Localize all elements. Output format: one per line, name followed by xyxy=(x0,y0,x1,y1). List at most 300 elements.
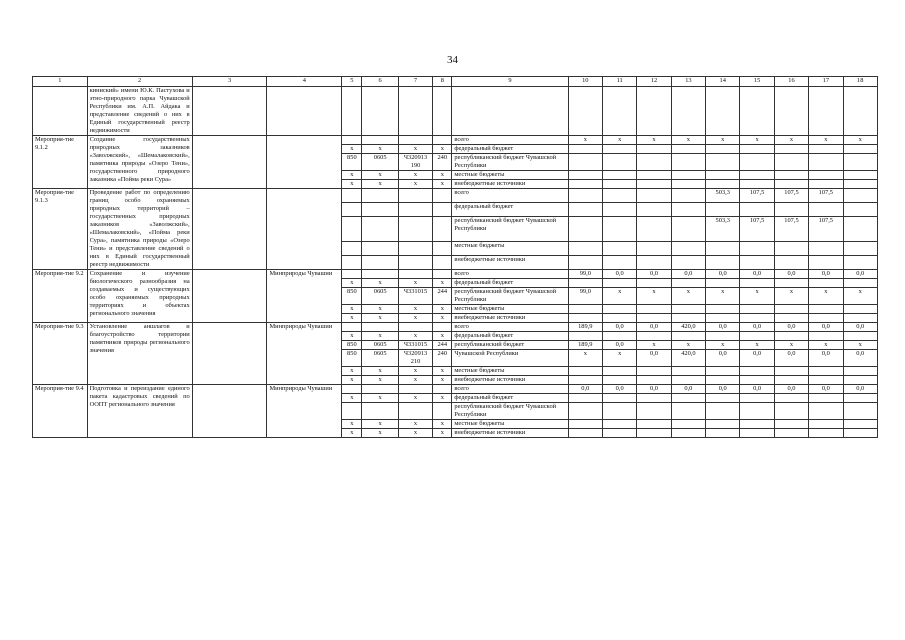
amount-cell xyxy=(740,180,774,189)
amount-cell xyxy=(637,256,671,270)
amount-cell xyxy=(843,403,878,420)
funding-source: местные бюджеты xyxy=(452,420,568,429)
amount-cell xyxy=(568,154,602,171)
amount-cell: 107,5 xyxy=(809,189,843,203)
amount-cell xyxy=(809,376,843,385)
amount-cell: 503,3 xyxy=(706,189,740,203)
amount-cell: x xyxy=(809,288,843,305)
measure-name: Установление аншлагов и благоустройство территории памятников природы регионального значения xyxy=(87,323,192,385)
budget-code: x xyxy=(362,420,398,429)
table-row xyxy=(33,385,878,394)
amount-cell xyxy=(843,180,878,189)
budget-code xyxy=(433,256,452,270)
amount-cell: 503,3 xyxy=(706,216,740,242)
amount-cell xyxy=(740,403,774,420)
amount-cell xyxy=(671,367,705,376)
column-header: 18 xyxy=(843,77,878,87)
budget-code xyxy=(398,216,432,242)
amount-cell xyxy=(671,376,705,385)
funding-source: республиканский бюджет xyxy=(452,341,568,350)
amount-cell xyxy=(637,154,671,171)
budget-code: x xyxy=(398,314,432,323)
amount-cell: x xyxy=(637,288,671,305)
column-header: 8 xyxy=(433,77,452,87)
amount-cell xyxy=(774,394,808,403)
amount-cell xyxy=(568,332,602,341)
amount-cell xyxy=(706,332,740,341)
amount-cell xyxy=(602,332,636,341)
budget-code: Ч320913 210 xyxy=(398,350,432,367)
budget-code: x xyxy=(362,305,398,314)
budget-code: 850 xyxy=(342,341,362,350)
budget-code: 240 xyxy=(433,154,452,171)
empty-cell xyxy=(192,385,267,438)
amount-cell xyxy=(706,171,740,180)
budget-code: x xyxy=(433,367,452,376)
amount-cell xyxy=(671,216,705,242)
funding-source: всего xyxy=(452,136,568,145)
budget-code xyxy=(342,242,362,256)
budget-code xyxy=(398,323,432,332)
budget-code: x xyxy=(433,394,452,403)
amount-cell xyxy=(843,429,878,438)
amount-cell xyxy=(671,394,705,403)
amount-cell: 0,0 xyxy=(809,385,843,394)
amount-cell: 0,0 xyxy=(774,350,808,367)
amount-cell xyxy=(568,403,602,420)
amount-cell: x xyxy=(602,350,636,367)
budget-code xyxy=(362,385,398,394)
budget-code: x xyxy=(398,171,432,180)
amount-cell xyxy=(637,429,671,438)
budget-code xyxy=(433,385,452,394)
budget-code: 850 xyxy=(342,288,362,305)
amount-cell xyxy=(602,216,636,242)
amount-cell xyxy=(774,420,808,429)
amount-cell xyxy=(843,216,878,242)
amount-cell xyxy=(740,305,774,314)
column-header: 2 xyxy=(87,77,192,87)
budget-code: x xyxy=(362,376,398,385)
budget-code: x xyxy=(342,429,362,438)
amount-cell xyxy=(740,314,774,323)
column-header: 4 xyxy=(267,77,342,87)
amount-cell xyxy=(774,314,808,323)
amount-cell xyxy=(637,420,671,429)
amount-cell: 0,0 xyxy=(602,341,636,350)
amount-cell: 0,0 xyxy=(774,270,808,279)
continued-event-name: киниский» имени Ю.К. Пастухова и этно-природного парка Чувашской Республики им. А.П. Айдака и представление сведений о них в Единый государственный реестр недвижимости xyxy=(87,87,192,136)
amount-cell: 0,0 xyxy=(706,385,740,394)
amount-cell xyxy=(637,305,671,314)
budget-code xyxy=(398,189,432,203)
amount-cell: 107,5 xyxy=(740,216,774,242)
amount-cell: x xyxy=(843,341,878,350)
amount-cell xyxy=(740,171,774,180)
funding-source: Чувашской Республики xyxy=(452,350,568,367)
amount-cell xyxy=(740,242,774,256)
budget-code xyxy=(362,323,398,332)
budget-code: 240 xyxy=(433,350,452,367)
amount-cell xyxy=(671,145,705,154)
amount-cell xyxy=(637,367,671,376)
amount-cell: 420,0 xyxy=(671,350,705,367)
amount-cell xyxy=(774,279,808,288)
amount-cell xyxy=(602,189,636,203)
table-row xyxy=(33,323,878,332)
budget-code xyxy=(342,189,362,203)
budget-code: x xyxy=(398,367,432,376)
amount-cell xyxy=(706,429,740,438)
amount-cell xyxy=(740,376,774,385)
budget-code: x xyxy=(342,180,362,189)
amount-cell: 0,0 xyxy=(637,350,671,367)
amount-cell xyxy=(706,305,740,314)
funding-source: республиканский бюджет Чувашской Республики xyxy=(452,216,568,242)
amount-cell xyxy=(637,202,671,216)
budget-code: 244 xyxy=(433,288,452,305)
amount-cell xyxy=(774,171,808,180)
amount-cell xyxy=(740,429,774,438)
amount-cell: x xyxy=(706,288,740,305)
budget-code xyxy=(398,403,432,420)
amount-cell xyxy=(843,145,878,154)
amount-cell xyxy=(568,305,602,314)
amount-cell xyxy=(774,242,808,256)
budget-code: x xyxy=(433,305,452,314)
amount-cell xyxy=(637,242,671,256)
amount-cell: x xyxy=(706,341,740,350)
column-header: 11 xyxy=(602,77,636,87)
amount-cell: 0,0 xyxy=(671,270,705,279)
funding-source: внебюджетные источники xyxy=(452,180,568,189)
amount-cell: x xyxy=(774,136,808,145)
funding-source: всего xyxy=(452,323,568,332)
column-header: 14 xyxy=(706,77,740,87)
amount-cell xyxy=(637,145,671,154)
amount-cell: x xyxy=(843,136,878,145)
amount-cell xyxy=(706,403,740,420)
budget-code: x xyxy=(398,279,432,288)
amount-cell xyxy=(740,256,774,270)
amount-cell xyxy=(568,202,602,216)
amount-cell xyxy=(602,429,636,438)
amount-cell xyxy=(602,171,636,180)
empty-cell xyxy=(192,136,267,189)
amount-cell xyxy=(637,314,671,323)
amount-cell xyxy=(671,171,705,180)
amount-cell xyxy=(843,420,878,429)
budget-code xyxy=(433,136,452,145)
funding-source: федеральный бюджет xyxy=(452,332,568,341)
amount-cell: x xyxy=(740,288,774,305)
budget-code: 0605 xyxy=(362,341,398,350)
budget-code xyxy=(362,216,398,242)
measure-id: Мероприя-тие 9.2 xyxy=(33,270,88,323)
amount-cell xyxy=(602,420,636,429)
funding-source: внебюджетные источники xyxy=(452,429,568,438)
amount-cell xyxy=(774,202,808,216)
amount-cell: 0,0 xyxy=(809,350,843,367)
amount-cell: 99,0 xyxy=(568,270,602,279)
amount-cell xyxy=(637,171,671,180)
column-header: 15 xyxy=(740,77,774,87)
amount-cell xyxy=(809,145,843,154)
amount-cell xyxy=(568,145,602,154)
budget-code: 0605 xyxy=(362,288,398,305)
budget-code: x xyxy=(433,376,452,385)
column-header: 7 xyxy=(398,77,432,87)
funding-source: федеральный бюджет xyxy=(452,394,568,403)
budget-code: x xyxy=(398,420,432,429)
budget-code: x xyxy=(362,279,398,288)
executor: Минприроды Чувашии xyxy=(267,323,342,385)
amount-cell xyxy=(568,216,602,242)
amount-cell: 107,5 xyxy=(809,216,843,242)
budget-code xyxy=(342,270,362,279)
amount-cell: 0,0 xyxy=(843,385,878,394)
amount-cell xyxy=(568,376,602,385)
amount-cell xyxy=(706,394,740,403)
amount-cell xyxy=(809,429,843,438)
amount-cell xyxy=(843,242,878,256)
funding-source: республиканский бюджет Чувашской Республики xyxy=(452,288,568,305)
amount-cell xyxy=(602,394,636,403)
amount-cell: x xyxy=(671,136,705,145)
amount-cell xyxy=(809,256,843,270)
amount-cell: 107,5 xyxy=(774,189,808,203)
amount-cell xyxy=(809,332,843,341)
amount-cell xyxy=(809,394,843,403)
amount-cell xyxy=(602,202,636,216)
funding-source: местные бюджеты xyxy=(452,171,568,180)
budget-code: x xyxy=(362,332,398,341)
budget-code: 850 xyxy=(342,350,362,367)
amount-cell xyxy=(740,332,774,341)
budget-code: x xyxy=(362,429,398,438)
amount-cell: x xyxy=(809,341,843,350)
budget-code xyxy=(398,242,432,256)
budget-code xyxy=(433,189,452,203)
amount-cell xyxy=(740,367,774,376)
budget-code xyxy=(342,202,362,216)
budget-code: x xyxy=(342,394,362,403)
amount-cell: x xyxy=(568,136,602,145)
budget-code xyxy=(362,242,398,256)
measure-id: Мероприя-тие 9.4 xyxy=(33,385,88,438)
table-row xyxy=(33,136,878,145)
amount-cell xyxy=(774,332,808,341)
amount-cell xyxy=(568,242,602,256)
amount-cell: 0,0 xyxy=(740,323,774,332)
executor: Минприроды Чувашии xyxy=(267,270,342,323)
budget-code: x xyxy=(433,314,452,323)
amount-cell xyxy=(809,279,843,288)
amount-cell xyxy=(671,403,705,420)
amount-cell xyxy=(774,145,808,154)
budget-code: Ч320913 190 xyxy=(398,154,432,171)
amount-cell: 0,0 xyxy=(843,270,878,279)
budget-code: x xyxy=(342,376,362,385)
amount-cell xyxy=(843,171,878,180)
header-row xyxy=(33,77,878,87)
budget-code: 0605 xyxy=(362,350,398,367)
amount-cell xyxy=(843,279,878,288)
budget-code xyxy=(342,403,362,420)
amount-cell: 0,0 xyxy=(706,323,740,332)
amount-cell xyxy=(740,394,774,403)
amount-cell xyxy=(568,394,602,403)
amount-cell: 0,0 xyxy=(602,270,636,279)
amount-cell xyxy=(774,376,808,385)
budget-code xyxy=(342,385,362,394)
funding-source: местные бюджеты xyxy=(452,242,568,256)
amount-cell: 107,5 xyxy=(740,189,774,203)
amount-cell: x xyxy=(602,136,636,145)
amount-cell: x xyxy=(706,136,740,145)
amount-cell xyxy=(568,420,602,429)
amount-cell: 0,0 xyxy=(602,323,636,332)
amount-cell xyxy=(637,332,671,341)
budget-code: x xyxy=(398,332,432,341)
amount-cell: 0,0 xyxy=(740,350,774,367)
amount-cell xyxy=(568,367,602,376)
amount-cell xyxy=(843,394,878,403)
measure-name: Подготовка и переиздание единого пакета кадастровых сведений по ООПТ регионального значения xyxy=(87,385,192,438)
measure-id: Мероприя-тие 9.3 xyxy=(33,323,88,385)
amount-cell: 420,0 xyxy=(671,323,705,332)
amount-cell: x xyxy=(740,341,774,350)
budget-code: x xyxy=(362,171,398,180)
amount-cell xyxy=(774,154,808,171)
budget-code: x xyxy=(433,429,452,438)
amount-cell xyxy=(809,180,843,189)
funding-source: республиканский бюджет Чувашской Республики xyxy=(452,154,568,171)
budget-code xyxy=(342,256,362,270)
amount-cell xyxy=(809,242,843,256)
amount-cell xyxy=(671,314,705,323)
amount-cell xyxy=(809,403,843,420)
amount-cell xyxy=(671,279,705,288)
budget-code: x xyxy=(398,305,432,314)
amount-cell xyxy=(602,256,636,270)
budget-code xyxy=(362,202,398,216)
empty-cell xyxy=(192,270,267,323)
budget-code: x xyxy=(433,332,452,341)
amount-cell xyxy=(671,305,705,314)
budget-code: x xyxy=(433,145,452,154)
budget-code: 244 xyxy=(433,341,452,350)
amount-cell xyxy=(809,420,843,429)
amount-cell xyxy=(671,189,705,203)
budget-code: x xyxy=(398,376,432,385)
amount-cell xyxy=(568,429,602,438)
amount-cell: 0,0 xyxy=(637,385,671,394)
funding-source: внебюджетные источники xyxy=(452,376,568,385)
amount-cell xyxy=(843,256,878,270)
amount-cell xyxy=(809,305,843,314)
table-row xyxy=(33,87,878,136)
amount-cell xyxy=(637,189,671,203)
amount-cell xyxy=(671,332,705,341)
amount-cell xyxy=(637,376,671,385)
budget-code: x xyxy=(342,279,362,288)
amount-cell xyxy=(602,403,636,420)
budget-code xyxy=(362,136,398,145)
amount-cell xyxy=(774,256,808,270)
budget-code: 0605 xyxy=(362,154,398,171)
budget-code: Ч331015 xyxy=(398,341,432,350)
column-header: 16 xyxy=(774,77,808,87)
amount-cell xyxy=(706,314,740,323)
amount-cell xyxy=(706,256,740,270)
amount-cell: 107,5 xyxy=(774,216,808,242)
amount-cell xyxy=(568,189,602,203)
amount-cell xyxy=(671,429,705,438)
column-header: 10 xyxy=(568,77,602,87)
amount-cell xyxy=(602,376,636,385)
budget-code: x xyxy=(433,420,452,429)
budget-code: x xyxy=(433,171,452,180)
budget-code: x xyxy=(362,180,398,189)
funding-source: федеральный бюджет xyxy=(452,202,568,216)
table-row xyxy=(33,189,878,203)
amount-cell xyxy=(740,420,774,429)
amount-cell xyxy=(843,202,878,216)
funding-source: федеральный бюджет xyxy=(452,145,568,154)
amount-cell: x xyxy=(568,350,602,367)
program-table xyxy=(32,76,878,438)
amount-cell: x xyxy=(637,341,671,350)
funding-source: федеральный бюджет xyxy=(452,279,568,288)
budget-code xyxy=(433,403,452,420)
funding-source: внебюджетные источники xyxy=(452,256,568,270)
budget-code: x xyxy=(398,145,432,154)
budget-code: x xyxy=(362,145,398,154)
amount-cell: 0,0 xyxy=(706,270,740,279)
amount-cell xyxy=(706,145,740,154)
executor xyxy=(267,189,342,270)
budget-code xyxy=(342,136,362,145)
budget-code xyxy=(398,136,432,145)
amount-cell xyxy=(602,314,636,323)
column-header: 17 xyxy=(809,77,843,87)
empty-cell xyxy=(192,189,267,270)
amount-cell: x xyxy=(843,288,878,305)
amount-cell xyxy=(740,145,774,154)
budget-code: x xyxy=(433,279,452,288)
budget-code xyxy=(362,403,398,420)
budget-code: x xyxy=(398,429,432,438)
amount-cell xyxy=(774,429,808,438)
amount-cell xyxy=(706,154,740,171)
budget-code xyxy=(433,216,452,242)
amount-cell xyxy=(706,279,740,288)
amount-cell xyxy=(602,180,636,189)
amount-cell xyxy=(740,154,774,171)
amount-cell xyxy=(671,420,705,429)
amount-cell: 0,0 xyxy=(740,270,774,279)
amount-cell xyxy=(602,242,636,256)
budget-code xyxy=(362,256,398,270)
amount-cell xyxy=(568,180,602,189)
amount-cell xyxy=(740,279,774,288)
budget-code: x xyxy=(398,394,432,403)
budget-code: x xyxy=(342,305,362,314)
budget-code xyxy=(433,270,452,279)
amount-cell xyxy=(602,145,636,154)
column-header: 5 xyxy=(342,77,362,87)
